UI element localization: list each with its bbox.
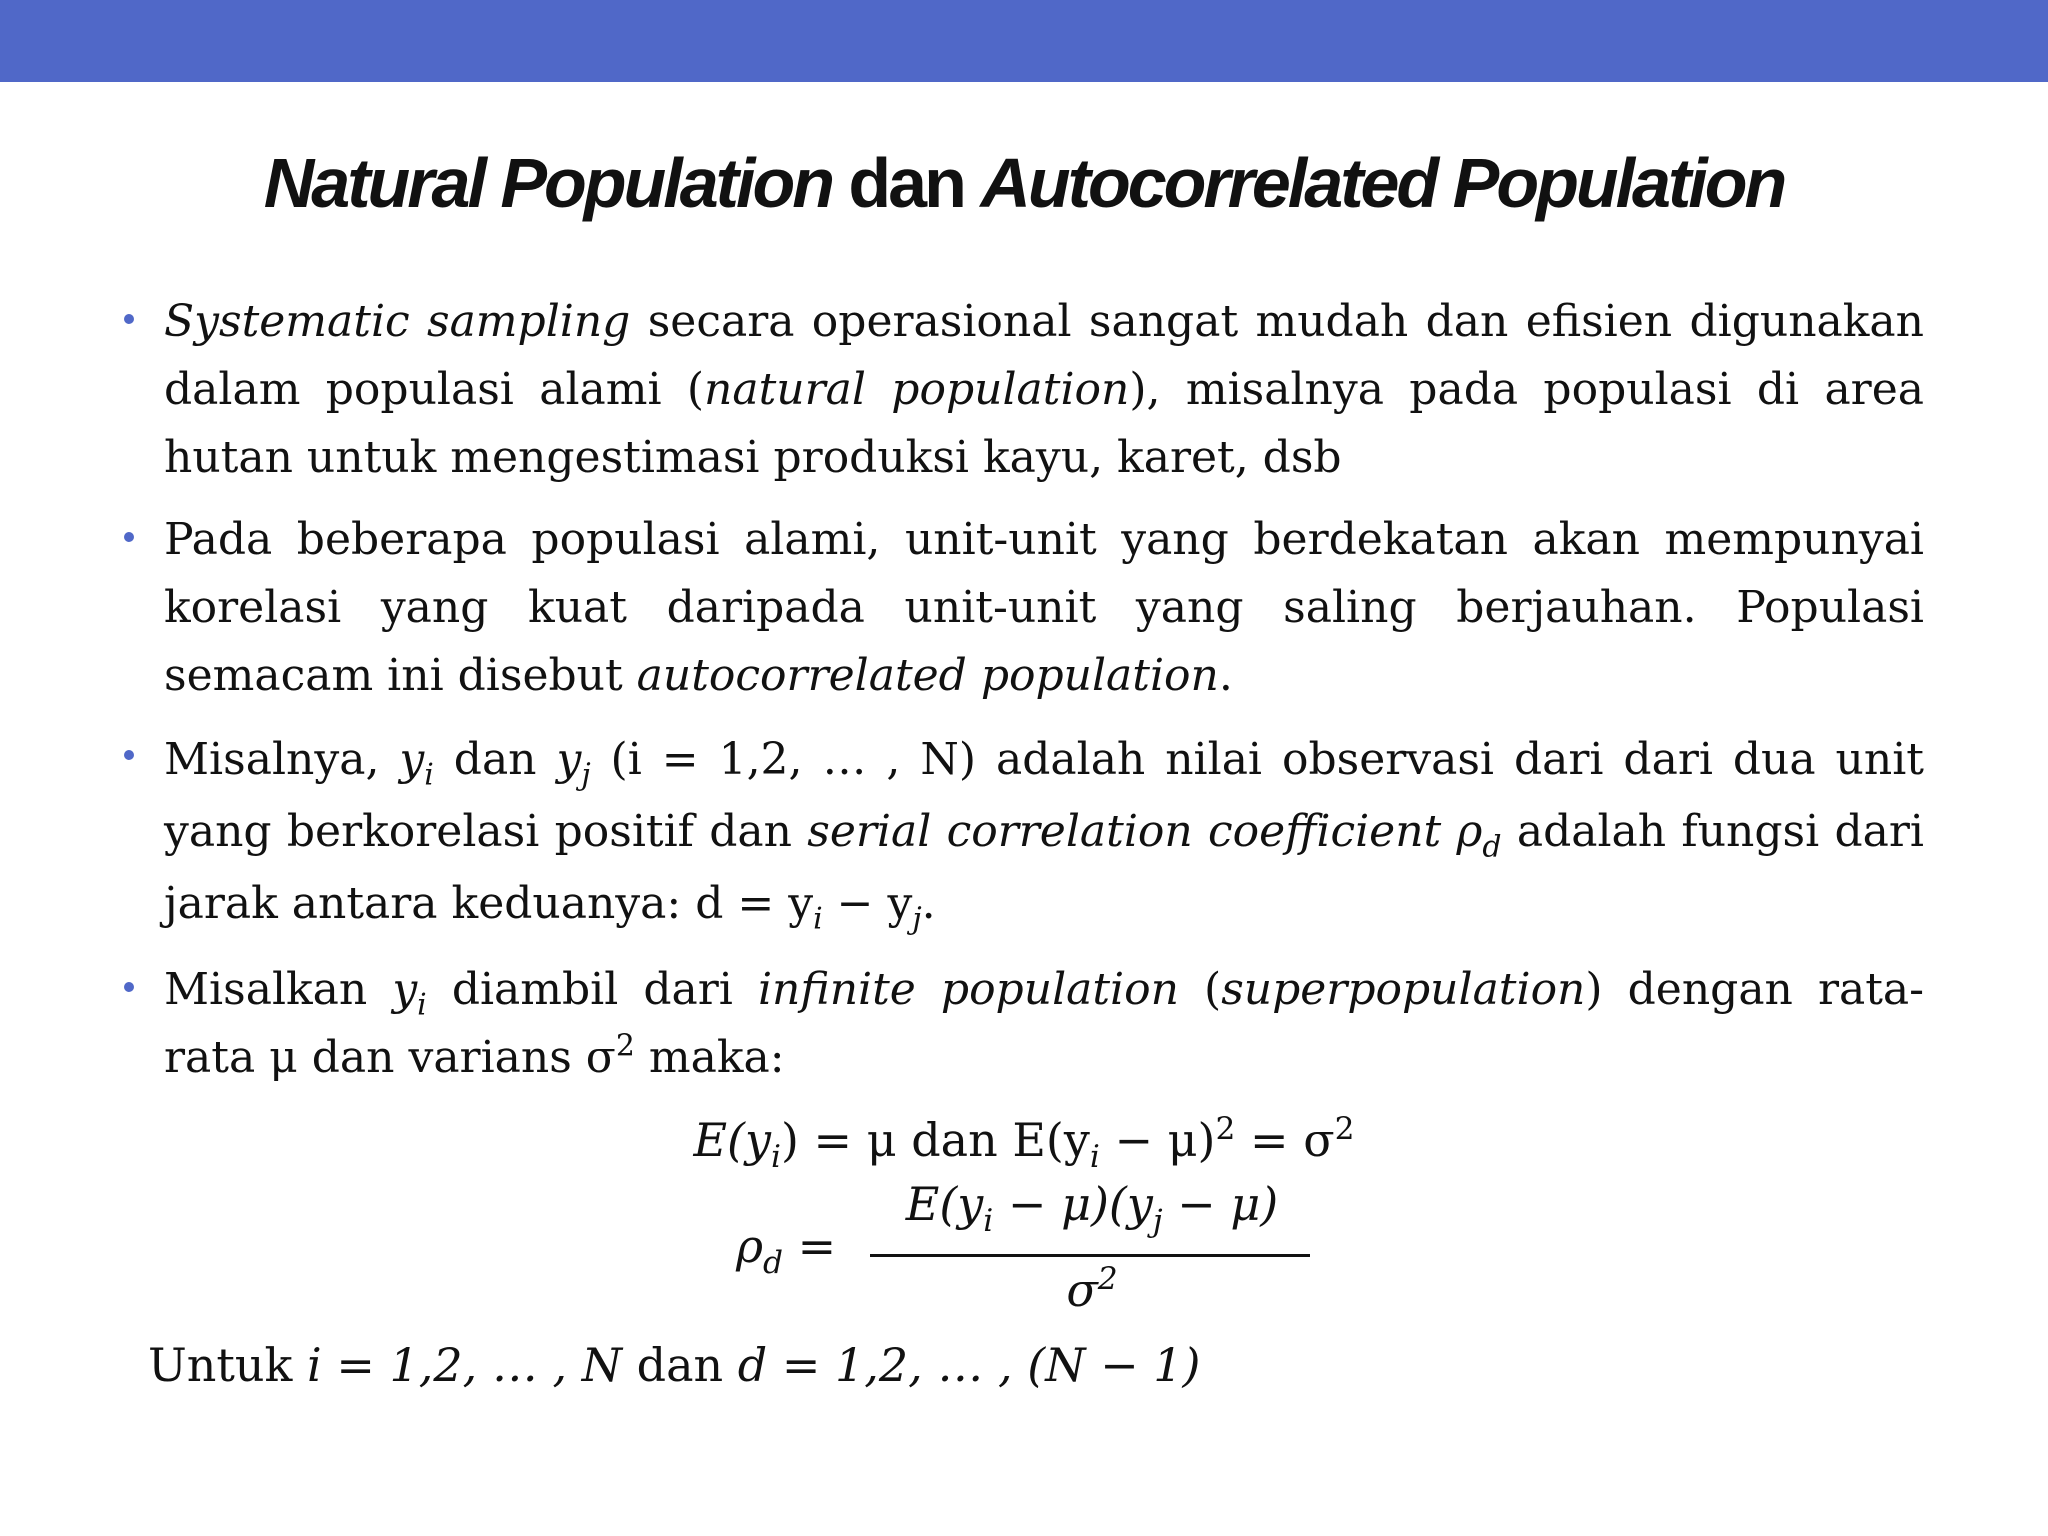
bullet-4-text-b: diambil dari	[426, 964, 758, 1015]
bullet-2-text-a: Pada beberapa populasi alami, unit-unit yang berdekatan akan mempunyai korelasi yang kuat daripada unit-unit yang saling berjauhan. Populasi semacam ini disebut	[164, 514, 1924, 701]
math-rho-d: $\rho_d$	[1456, 806, 1502, 865]
bullet-4-text-a: Misalkan	[164, 964, 393, 1015]
bullet-dot	[124, 750, 134, 760]
slide-title	[0, 138, 2048, 228]
math-sub-j: j	[912, 901, 922, 937]
bullet-1-text-a: secara operasional sangat mudah dan efisien digunakan dalam populasi alami (	[164, 296, 1924, 415]
bullet-1-italic-natural: natural population	[704, 364, 1130, 415]
bullet-3-text	[164, 724, 1924, 940]
bullet-dot	[124, 532, 134, 542]
index-range-line: Untuk i = 1,2, … , N dan d = 1,2, … , (N − 1)	[148, 1338, 1201, 1392]
bullet-3-text-e: − y	[822, 878, 913, 929]
equation-rho-denominator: $\sigma^2$	[1066, 1260, 1118, 1317]
bullet-3-text-b: dan	[433, 734, 557, 785]
bullet-4-text	[164, 956, 1924, 1092]
math-yi: $y_i$	[399, 734, 434, 793]
bullet-3-text-d: adalah fungsi dari jarak antara keduanya: d = y	[164, 806, 1924, 929]
bullet-3-italic-serial: serial correlation coefficient	[807, 806, 1442, 857]
bullet-1-text-b: ), misalnya pada populasi di area hutan untuk mengestimasi produksi kayu, karet, dsb	[164, 364, 1924, 483]
header-band	[0, 0, 2048, 82]
bullet-3-text-f: .	[921, 878, 936, 929]
bullet-4-italic-superpopulation: superpopulation	[1221, 964, 1586, 1015]
equation-rho-d	[0, 1168, 2048, 1328]
bullet-dot	[124, 314, 134, 324]
bullet-4-text-c: (	[1178, 964, 1222, 1015]
bullet-2-italic-autocorrelated: autocorrelated population	[636, 650, 1219, 701]
bullet-4-text-e: maka:	[634, 1032, 785, 1083]
bullet-4-italic-infinite: infinite population	[757, 964, 1179, 1015]
math-sub-i: i	[813, 901, 823, 937]
bullet-dot	[124, 982, 134, 992]
equation-rho-numerator: $E(y_i - \mu)(y_j - \mu)$	[905, 1177, 1279, 1239]
bullet-3-text-c: (i = 1,2, … , N) adalah nilai observasi dari dari dua unit yang berkorelasi positif dan	[164, 734, 1924, 857]
bullet-4-text-d: ) dengan rata-rata μ dan varians σ	[164, 964, 1925, 1083]
equation-rho-lhs: $\rho_d$ =	[736, 1219, 837, 1281]
title-part-natural: Natural Population	[263, 144, 832, 222]
bullet-2-text	[164, 506, 1924, 710]
bullet-3-text-a: Misalnya,	[164, 734, 400, 785]
equation-expectation: $E(y_i) = \mu$ dan $E(y_i - \mu)^2 = \sigma^2$	[693, 1110, 1355, 1175]
title-part-dan: dan	[831, 144, 981, 222]
fraction-bar	[870, 1254, 1310, 1257]
bullet-2-text-b: .	[1218, 650, 1233, 701]
title-part-autocorrelated: Autocorrelated Population	[980, 144, 1785, 222]
math-sup-2: 2	[615, 1028, 635, 1064]
bullet-1-text	[164, 288, 1924, 492]
math-yj: $y_j$	[556, 734, 591, 793]
bullet-1-italic-systematic: Systematic sampling	[164, 296, 631, 347]
math-yi: $y_i$	[392, 964, 427, 1023]
